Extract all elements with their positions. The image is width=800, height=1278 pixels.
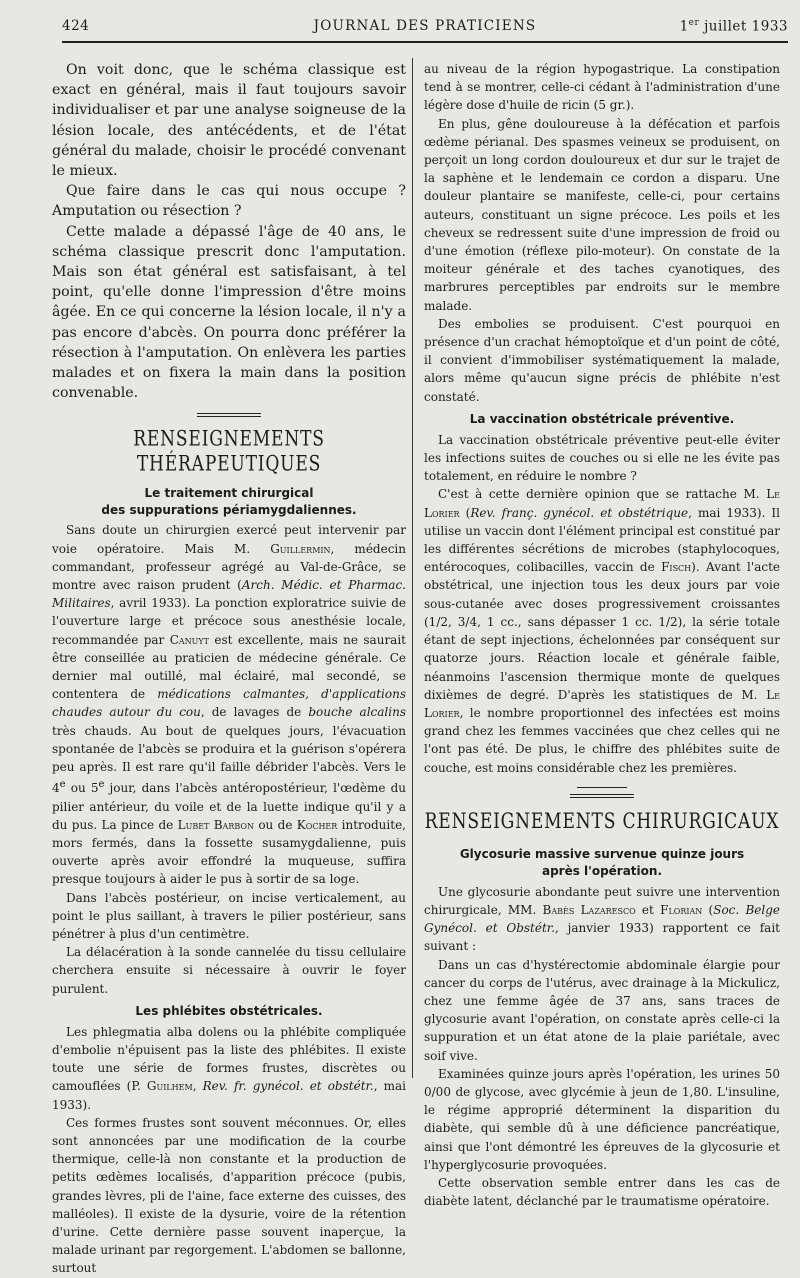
- intro-paragraph: On voit donc, que le schéma classique est exact en général, mais il faut toujours savoir individualiser et par une analyse soigneuse de la lésion locale, des antécédents, et de l'état général du malade, choisir le procédé convenant le mieux.: [52, 62, 406, 180]
- column-separator: [412, 58, 413, 1078]
- journal-title: JOURNAL DES PRATICIENS: [313, 18, 537, 34]
- page-header: [62, 18, 788, 40]
- article-paragraph: Sans doute un chirurgien exercé peut intervenir par voie opératoire. Mais M. Guillermin, médecin commandant, professeur agrégé au Val-de-Grâce, se montre avec raison prudent (Arch. Médic. et Pharmac. Militaires, avril 1933). La ponction exploratrice suivie de l'ouverture large et précoce sous anesthésie locale, recommandée par Canuyt est excellente, mais ne saurait être conseillée au praticien de médecine générale. Ce dernier mal outillé, mal éclairé, mal secondé, se contentera de médications calmantes, d'applications chaudes autour du cou, de lavages de bouche alcalins très chauds. Au bout de quelques jours, l'évacuation spontanée de l'abcès se produira et la guérison s'opérera peu après. Il est rare qu'il faille débrider l'abcès. Vers le 4e ou 5e jour, dans l'abcès antéropostérieur, l'œdème du pilier antérieur, du voile et de la luette indique qu'il y a du pus. La pince de Lubet Barbon ou de Kocher introduite, mors fermés, dans la fossette susamygdalienne, puis ouverte après avoir effondré la muqueuse, suffira presque toujours à aider le pus à sortir de sa loge.: [52, 523, 406, 887]
- intro-paragraph: Que faire dans le cas qui nous occupe ? Amputation ou résection ?: [52, 183, 406, 220]
- article-paragraph: au niveau de la région hypogastrique. La constipation tend à se montrer, celle-ci cédant à l'administration d'une légère dose d'huile de ricin (5 gr.).: [424, 62, 780, 113]
- article-paragraph: En plus, gêne douloureuse à la défécation et parfois œdème périanal. Des spasmes veineux se produisent, on perçoit un long cordon douloureux et dur sur le trajet de la saphène et le lendemain ce cordon a disparu. Une douleur plantaire se manifeste, celle-ci, pour certains auteurs, constituant un signe précoce. Les poils et les cheveux se redressent suite d'une impression de froid ou d'une émotion (réflexe pilo-moteur). On constate de la moiteur générale et des taches cyanotiques, des marbrures perceptibles par endroits sur le membre malade.: [424, 116, 780, 313]
- right-column: [424, 60, 780, 1210]
- page-number: 424: [62, 18, 90, 34]
- article-title: Glycosurie massive survenue quinze jours après l'opération.: [459, 846, 745, 878]
- article-paragraph: Des embolies se produisent. C'est pourquoi en présence d'un crachat hémoptoïque et d'un point de côté, il convient d'immobiliser systématiquement la malade, alors même qu'aucun signe précis de phlébite n'est constaté.: [424, 316, 780, 404]
- article-paragraph: Cette observation semble entrer dans les cas de diabète latent, déclanché par le traumatisme opératoire.: [424, 1175, 780, 1209]
- article-paragraph: Dans l'abcès postérieur, on incise verticalement, au point le plus saillant, à travers le pilier postérieur, sans pénétrer à plus d'un centimètre.: [52, 890, 406, 941]
- article-paragraph: Une glycosurie abondante peut suivre une intervention chirurgicale, MM. Babès Lazaresco et Florian (Soc. Belge Gynécol. et Obstétr., janvier 1933) rapportent ce fait suivant :: [424, 884, 781, 954]
- article-paragraph: La vaccination obstétricale préventive peut-elle éviter les infections suites de couches ou si elle ne les évite pas totalement, en réduire le nombre ?: [424, 432, 780, 484]
- article-title: Le traitement chirurgical des suppurations périamygdaliennes.: [101, 486, 357, 518]
- article-title: Les phlébites obstétricales.: [135, 1003, 323, 1018]
- header-rule: [62, 41, 788, 43]
- article-paragraph: Ces formes frustes sont souvent méconnues. Or, elles sont annoncées par une modification de la courbe thermique, celle-là non constante et la production de petits œdèmes localisés, d'apparition précoce (pubis, grandes lèvres, pli de l'aine, face externe des cuisses, des malléoles). Il existe de la dysurie, voire de la rétention d'urine. Cette dernière passe souvent inaperçue, la malade urinant par regorgement. L'abdomen se ballonne, surtout: [52, 1115, 406, 1276]
- intro-paragraph: Cette malade a dépassé l'âge de 40 ans, le schéma classique prescrit donc l'amputation. Mais son état général est satisfaisant, à tel point, qu'elle donne l'impression d'être moins âgée. En ce qui concerne la lésion locale, il n'y a pas encore d'abcès. On pourra donc préférer la résection à l'amputation. On enlèvera les parties malades et on fixera la main dans la position convenable.: [52, 223, 406, 402]
- section-title-chirurgicaux: RENSEIGNEMENTS CHIRURGICAUX: [424, 808, 780, 834]
- left-column: [52, 60, 406, 1278]
- article-paragraph: La délacération à la sonde cannelée du tissu cellulaire cherchera ensuite si nécessaire à ouvrir le foyer purulent.: [52, 945, 406, 996]
- article-paragraph: Examinées quinze jours après l'opération, les urines 50 0/00 de glycose, avec glycémie à jeun de 1,80. L'insuline, le régime approprié déterminent la disparition du diabète, qui semble dû à une déficience pancréatique, ainsi que l'ont démontré les épreuves de la glycosurie et l'hyperglycosurie provoquées.: [424, 1066, 780, 1172]
- article-paragraph: Les phlegmatia alba dolens ou la phlébite compliquée d'embolie n'épuisent pas la liste des phlébites. Il existe toute une série de formes frustes, discrètes ou camouflées (P. Guilhem, Rev. fr. gynécol. et obstétr., mai 1933).: [52, 1024, 407, 1112]
- section-title-therapeutiques: RENSEIGNEMENTS THÉRAPEUTIQUES: [133, 426, 325, 477]
- article-title: La vaccination obstétricale préventive.: [469, 411, 735, 426]
- issue-date: 1er juillet 1933: [679, 18, 788, 35]
- article-paragraph: C'est à cette dernière opinion que se rattache M. Le Lorier (Rev. franç. gynécol. et obstétrique, mai 1933). Il utilise un vaccin dont l'élément principal est constitué par les différentes sécrétions de microbes (staphylocoques, entérocoques, colibacilles, vaccin de Fisch). Avant l'acte obstétrical, une injection tous les deux jours par voie sous-cutanée avec doses progressivement croissantes (1/2, 3/4, 1 cc., sans dépasser 1 cc. 1/2), la série totale étant de sept injections, échelonnées par conséquent sur quatorze jours. Réaction locale et générale faible, néanmoins l'ascension thermique monte de quelques dixièmes de degré. D'après les statistiques de M. Le Lorier, le nombre proportionnel des infectées est moins grand chez les femmes vaccinées que chez celles qui ne l'ont pas été. De plus, le chiffre des phlébites suite de couche, est moins considérable chez les premières.: [424, 487, 781, 775]
- article-paragraph: Dans un cas d'hystérectomie abdominale élargie pour cancer du corps de l'utérus, avec drainage à la Mickulicz, chez une femme âgée de 37 ans, sans traces de glycosurie avant l'opération, on constate après celle-ci la suppuration et un état atone de la plaie pariétale, avec soif vive.: [424, 957, 780, 1063]
